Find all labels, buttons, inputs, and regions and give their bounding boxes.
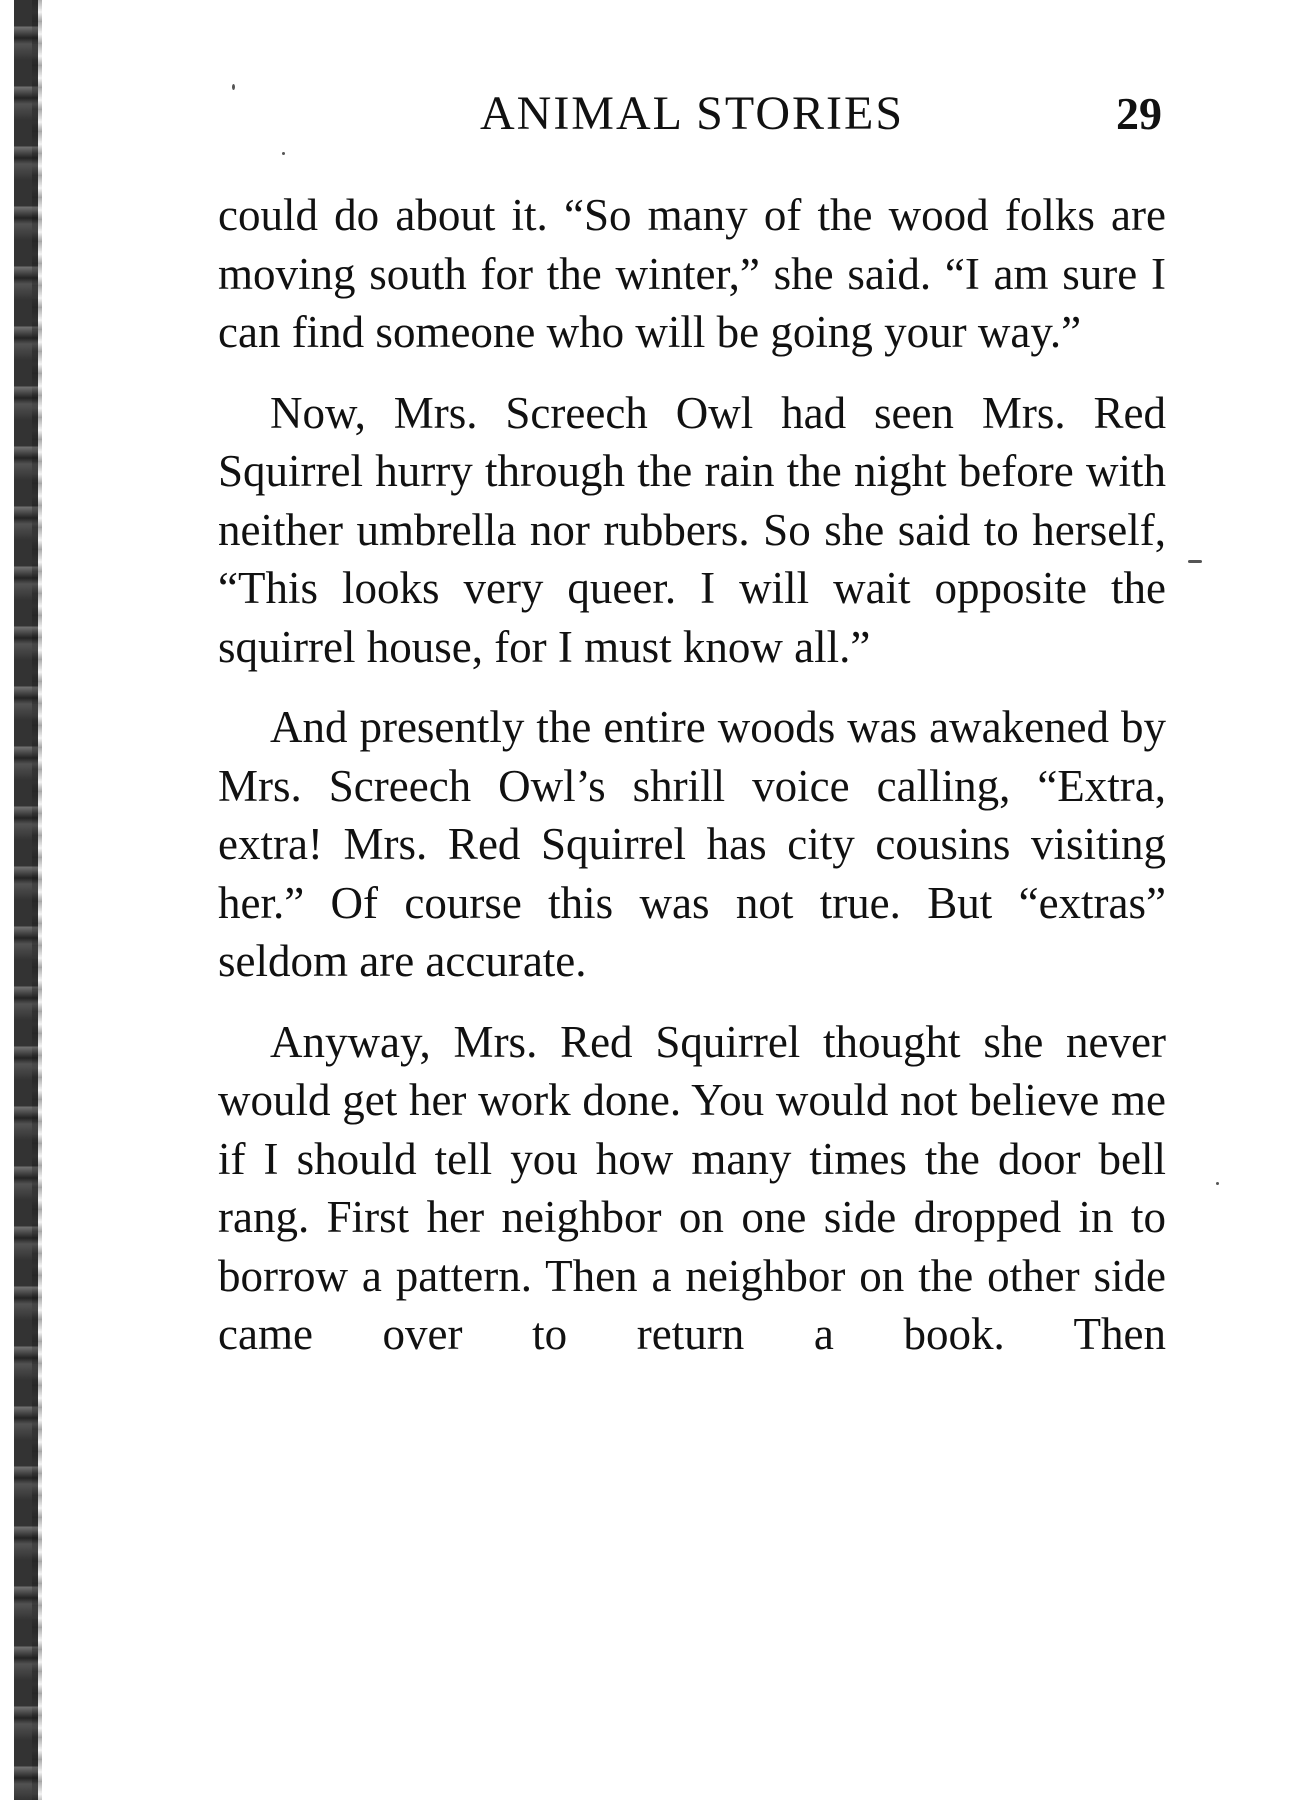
page-number: 29 <box>1116 88 1162 139</box>
page-binding-edge <box>14 0 38 1800</box>
running-head <box>218 84 1166 144</box>
running-title: ANIMAL STORIES <box>479 87 905 140</box>
scan-speck <box>232 84 235 90</box>
paragraph-continued: could do about it. “So many of the wood folks are moving south for the winter,” she said. “I am sure I can find someone who will be going your way.” <box>218 190 1166 357</box>
paragraph: And presently the entire woods was awakened by Mrs. Screech Owl’s shrill voice calling, “Extra, extra! Mrs. Red Squirrel has city cousins visiting her.” Of course this was not true. But “extras” seldom are accurate. <box>218 702 1166 986</box>
scan-speck <box>1188 560 1202 563</box>
scan-speck <box>282 152 285 155</box>
scan-speck <box>1216 1182 1219 1185</box>
paragraph: Now, Mrs. Screech Owl had seen Mrs. Red Squirrel hurry through the rain the night before with neither umbrella nor rubbers. So she said to herself, “This looks very queer. I will wait opposite the squirrel house, for I must know all.” <box>218 387 1166 672</box>
paragraph: Anyway, Mrs. Red Squirrel thought she never would get her work done. You would not believe me if I should tell you how many times the door bell rang. First her neighbor on one side dropped in to borrow a pattern. Then a neighbor on the other side came over to return a book. Then <box>218 1016 1166 1359</box>
body-text <box>218 186 1166 1386</box>
